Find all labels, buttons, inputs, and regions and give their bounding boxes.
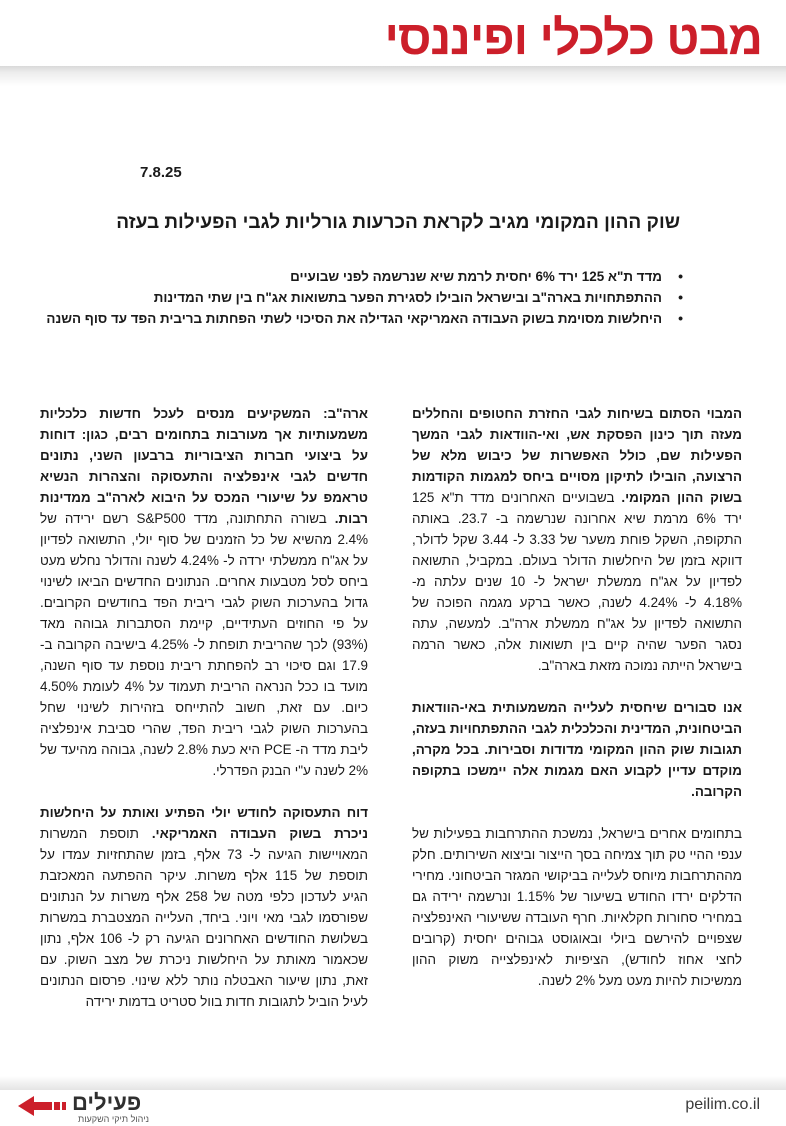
logo-name: פעילים xyxy=(72,1090,142,1115)
employment-paragraph: דוח התעסוקה לחודש יולי הפתיע ואותת על היחלשות ניכרת בשוק העבודה האמריקאי. תוספת המשרות המאויישות הגיעה ל- 73 אלף, בזמן שהתחזיות עמדו על תוספת של 115 אלף משרות. עיקר ההפתעה המאכזבת הגיע לעדכון כלפי מטה של 258 אלף משרות על הנתונים שפורסמו לגבי מאי ויוני. ביחד, העלייה המצטברת במשרות בשלושת החודשים האחרונים הגיעה רק ל- 106 אלף, נתון שכאמור מאותת על היחלשות ניכרת של מצב השוק. עם זאת, נתון שיעור האבטלה נותר ללא שינוי. פרסום הנתונים לעיל הוביל לתגובות חדות בוול סטריט בדמות ירידה xyxy=(40,805,369,1009)
page-header xyxy=(0,0,786,84)
page-footer xyxy=(0,1084,786,1126)
report-date: 7.8.25 xyxy=(140,164,182,181)
bullet-icon: • xyxy=(678,310,683,326)
right-column xyxy=(412,403,742,1012)
assessment-paragraph: אנו סבורים שיחסית לעלייה המשמעותית באי-הוודאות הביטחונית, המדינית והכלכלית לגבי ההתפתחויות בעזה, תגובות שוק ההון המקומי מדודות וסבירות. בכל מקרה, מוקדם עדיין לקבוע האם מגמות אלה יימשכו בתקופה הקרובה. xyxy=(412,700,742,799)
israel-economy-paragraph: בתחומים אחרים בישראל, נמשכת ההתרחבות בפעילות של ענפי ההיי טק תוך צמיחה בסך הייצור וביצוא השירותים. חלק מההתרחבות מיוחס לעלייה בביקושי המגזר הביטחוני. מחירי הדלקים ירדו החודש בשיעור של 1.15% ונרשמה ירידה גם במחירי סחורות חקלאיות. חרף העובדה ששיעורי האינפלציה שצפויים להירשם ביולי ובאוגוסט גבוהים יחסית (קרובים לחצי אחוז לחודש), הציפיות לאינפלצייה משוק ההון ממשיכות להיות מעט מעל 2% לשנה. xyxy=(412,826,742,988)
us-market-paragraph: ארה"ב: המשקיעים מנסים לעכל חדשות כלכליות משמעותיות אך מעורבות בתחומים רבים, כגון: דוחות על ביצועי חברות הציבוריות ברבעון השני, נתונים חדשים לגבי אינפלציה והתעסוקה והצהרות הנשיא טראמפ על שיעורי המכס על היבוא לארה"ב ממדינות רבות. בשורה התחתונה, מדד S&P500 רשם ירידה של 2.4% מהשיא של כל הזמנים של סוף יולי, התשואה לפדיון על אג"ח ממשלתי ירדה ל- 4.24% לשנה והדולר נחלש מעט ביחס לסל מטבעות אחרים. הנתונים החדשים הביאו לשינוי גדול בהערכות השוק לגבי ריבית הפד בחודשים הקרובים. על פי החוזים העתידיים, קיימת הסתברות גבוהה מאד (93%) לכך שהריבית תופחת ל- 4.25% בישיבה הקרובה ב- 17.9 וגם סיכוי רב להפחתת ריבית נוספת עד סוף השנה, מועד בו ככל הנראה הריבית תעמוד על 4% לעומת 4.50% כיום. עם זאת, חשוב להתייחס בזהירות לשינוי שחל בהערכות השוק לגבי ריבית הפד, שהרי סביבת אינפלציה ליבת מדד ה- PCE היא כעת 2.8% לשנה, גבוהה מהיעד של 2% לשנה ע"י הבנק הפדרלי. xyxy=(40,406,369,778)
summary-bullet: • ההתפתחויות בארה"ב ובישראל הובילו לסגירת הפער בתשואות אג"ח בין שתי המדינות xyxy=(0,287,662,308)
logo-arrow-icon xyxy=(18,1094,70,1118)
israel-market-paragraph: המבוי הסתום בשיחות לגבי החזרת החטופים והחללים מעזה תוך כינון הפסקת אש, ואי-הוודאות לגבי המשך הפעילות שם, כולל האפשרות של כיבוש מלא של הרצועה, הובילו לתיקון מסויים ביחס למגמות הקודמות בשוק ההון המקומי. בשבועיים האחרונים מדד ת"א 125 ירד 6% מרמת שיא אחרונה שנרשמה ב- 23.7. באותה התקופה, השקל פוחת משער של 3.33 ל- 3.44 שקל לדולר, דווקא בזמן של היחלשות הדולר בעולם. במקביל, התשואה לפדיון על אג"ח ממשלת ישראל ל- 10 שנים עלתה מ- 4.18% ל- 4.24% לשנה, כאשר ברקע מגמה הפוכה של התשואה לפדיון על אג"ח ממשלת ארה"ב. למעשה, עתה נסגר הפער שהיה קיים בין תשואות אלה, כאשר הרמה בישראל הייתה נמוכה מזאת בארה"ב. xyxy=(412,406,743,673)
left-column xyxy=(40,403,368,1033)
summary-bullet: • מדד ת"א 125 ירד 6% יחסית לרמת שיא שנרשמה לפני שבועיים xyxy=(0,266,662,287)
footer-url[interactable]: peilim.co.il xyxy=(685,1096,760,1113)
brand-title: מבט כלכלי ופיננסי xyxy=(384,12,762,65)
header-divider xyxy=(0,66,786,86)
logo-tagline: ניהול תיקי השקעות xyxy=(78,1114,150,1124)
summary-bullets xyxy=(0,266,682,329)
report-headline: שוק ההון המקומי מגיב לקראת הכרעות גורליות לגבי הפעילות בעזה xyxy=(116,212,680,233)
peilim-logo xyxy=(18,1090,188,1122)
bullet-icon: • xyxy=(678,289,683,305)
bullet-icon: • xyxy=(678,268,683,284)
summary-bullet: • היחלשות מסוימת בשוק העבודה האמריקאי הגדילה את הסיכוי לשתי הפחתות בריבית הפד עד סוף השנה xyxy=(0,308,662,329)
